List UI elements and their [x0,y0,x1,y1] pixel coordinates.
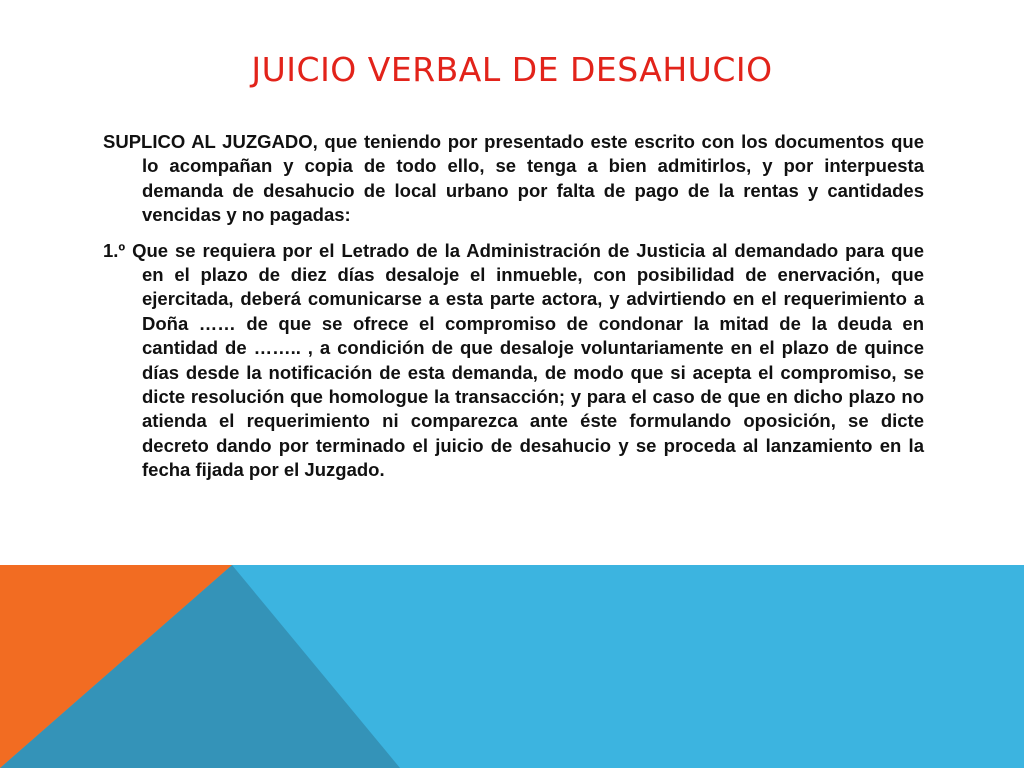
paragraph-suplico: SUPLICO AL JUZGADO, que teniendo por presentado este escrito con los documentos que lo acompañan y copia de todo ello, se tenga a bien admitirlos, y por interpuesta demanda de desahucio de local urbano por falta de pago de la rentas y cantidades vencidas y no pagadas: [103,131,924,226]
paragraph-item-1: 1.º Que se requiera por el Letrado de la Administración de Justicia al demandado para que en el plazo de diez días desaloje el inmueble, con posibilidad de enervación, que ejercitada, deberá comunicarse a esta parte actora, y advirtiendo en el requerimiento a Doña …… de que se ofrece el compromiso de condonar la mitad de la deuda en cantidad de …….. , a condición de que desaloje voluntariamente en el plazo de quince días desde la notificación de esta demanda, de modo que si acepta el compromiso, se dicte resolución que homologue la transacción; y para el caso de que en dicho plazo no atienda el requerimiento ni comparezca ante éste formulando oposición, se dicte decreto dando por terminado el juicio de desahucio y se proceda al lanzamiento en la fecha fijada por el Juzgado. [103,239,924,481]
decorative-footer-shapes [0,565,1024,768]
slide-body [103,130,924,494]
slide-title: JUICIO VERBAL DE DESAHUCIO [251,50,773,89]
